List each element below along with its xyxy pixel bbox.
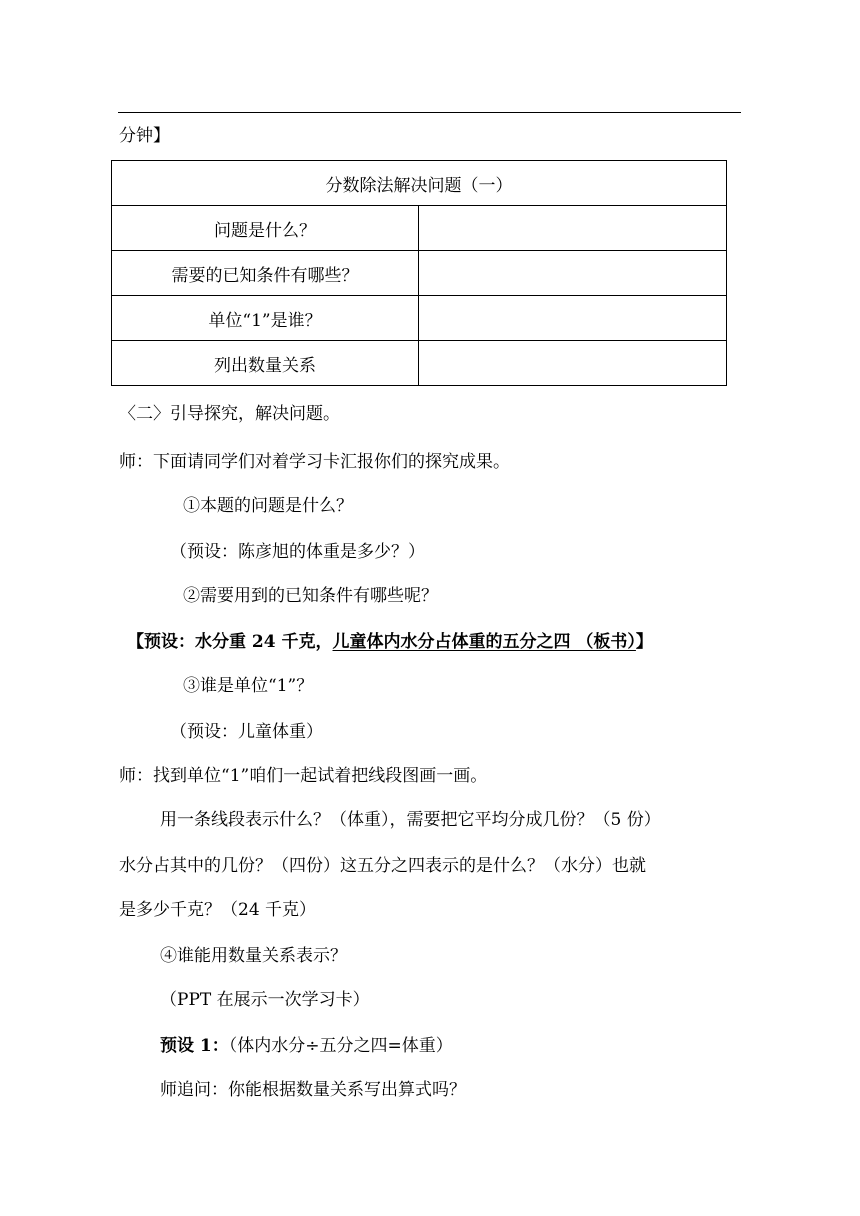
study-card-table (111, 160, 727, 386)
preset-2-end: 】 (635, 632, 653, 652)
preset-4-text: （体内水分÷五分之四=体重） (228, 1036, 453, 1056)
preset-1: （预设：陈彦旭的体重是多少？） (170, 542, 425, 562)
table-row (112, 296, 727, 341)
preset-4 (160, 1034, 453, 1058)
table-row (112, 206, 727, 251)
table-answer-cell (419, 296, 727, 341)
question-1: ①本题的问题是什么？ (183, 496, 353, 516)
table-title-row (112, 161, 727, 206)
preset-2 (127, 630, 653, 654)
ppt-note: （PPT 在展示一次学习卡） (160, 990, 370, 1010)
table-question-cell: 单位“1”是谁？ (112, 296, 419, 341)
table-answer-cell (419, 206, 727, 251)
table-row (112, 341, 727, 386)
table-row (112, 251, 727, 296)
preset-2-blackboard: 儿童体内水分占体重的五分之四 （板书） (332, 632, 636, 652)
table-question-cell: 列出数量关系 (112, 341, 419, 386)
preset-3: （预设：儿童体重） (170, 722, 323, 742)
question-2: ②需要用到的已知条件有哪些呢？ (183, 586, 438, 606)
preset-4-label: 预设 1： (160, 1036, 229, 1056)
header-continuation: 分钟】 (119, 126, 170, 146)
table-answer-cell (419, 251, 727, 296)
teacher-followup: 师追问：你能根据数量关系写出算式吗？ (160, 1080, 466, 1100)
paragraph-line: 用一条线段表示什么？（体重），需要把它平均分成几份？（5 份） (160, 810, 661, 830)
teacher-line: 师：找到单位“1”咱们一起试着把线段图画一画。 (119, 766, 488, 786)
paragraph-line: 水分占其中的几份？（四份）这五分之四表示的是什么？（水分）也就 (119, 856, 646, 876)
header-rule (118, 112, 741, 113)
table-question-cell: 问题是什么？ (112, 206, 419, 251)
table-question-cell: 需要的已知条件有哪些？ (112, 251, 419, 296)
preset-2-text: 【预设：水分重 24 千克， (127, 632, 333, 652)
table-answer-cell (419, 341, 727, 386)
question-4: ④谁能用数量关系表示？ (160, 946, 347, 966)
section-heading: 〈二〉引导探究，解决问题。 (119, 404, 340, 424)
paragraph-line: 是多少千克？（24 千克） (119, 900, 317, 920)
teacher-line: 师：下面请同学们对着学习卡汇报你们的探究成果。 (119, 452, 510, 472)
question-3: ③谁是单位“1”？ (183, 676, 314, 696)
table-title: 分数除法解决问题（一） (112, 161, 727, 206)
